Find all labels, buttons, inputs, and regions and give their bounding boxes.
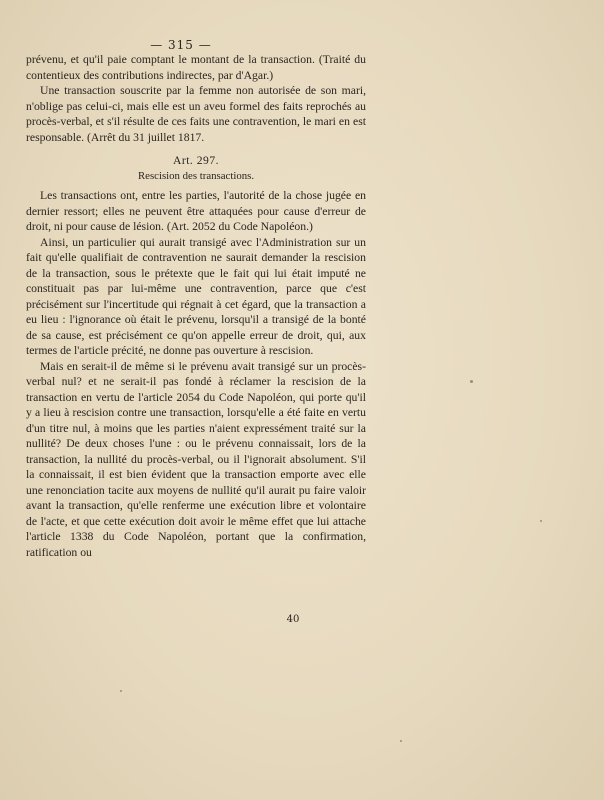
paper-speck bbox=[120, 690, 122, 692]
paragraph-2: Une transaction souscrite par la femme non autorisée de son mari, n'oblige pas celui-ci, mais elle est un aveu formel des faits reprochés au procès-verbal, et s'il résulte de ces faits une contravention, le mari en est responsable. (Arrêt du 31 juillet 1817. bbox=[26, 84, 366, 144]
article-heading: Art. 297. bbox=[172, 154, 220, 167]
paper-speck bbox=[470, 380, 473, 383]
paragraph-5: Mais en serait-il de même si le prévenu avait transigé sur un procès-verbal nul? et ne serait-il pas fondé à réclamer la rescision de la transaction en vertu de l'article 2054 du Code Napoléon, qui porte qu'il y a lieu à rescision contre une transaction, lorsqu'elle a été faite en vertu d'un titre nul, à moins que les parties n'aient expressément traité sur la nullité? De deux choses l'une : ou le prévenu connaissait, lors de la transaction, la nullité du procès-verbal, ou il l'ignorait absolument. S'il la connaissait, il est bien évident que la transaction emporte avec elle une renonciation tacite aux moyens de nullité qu'il aurait pu faire valoir avant la transaction, qu'elle renferme une exécution libre et volontaire de l'acte, et que cette exécution doit avoir le même effet que lui attache l'article 1338 du Code Napoléon, portant que la confirmation, ratification ou bbox=[26, 359, 366, 559]
page-number: — 315 — bbox=[150, 38, 212, 52]
paper-speck bbox=[540, 520, 542, 522]
paper-speck bbox=[400, 740, 402, 742]
body-text bbox=[26, 52, 366, 560]
paragraph-4: Ainsi, un particulier qui aurait transigé avec l'Administration sur un fait qu'elle qualifiait de contravention ne saurait demander la rescision de la transaction, sous le prétexte que le fait qui lui était imputé ne constituait pas par lui-même une contravention, parce que c'est précisément sur l'incertitude qui régnait à cet égard, que la transaction a eu lieu : l'ignorance où était le prévenu, lorsqu'il a transigé de la bonté de sa cause, est précisément ce qu'on appelle erreur de droit, qui, aux termes de l'article précité, ne donne pas ouverture à rescision. bbox=[26, 235, 366, 357]
article-subheading: Rescision des transactions. bbox=[137, 169, 255, 182]
paragraph-1: prévenu, et qu'il paie comptant le montant de la transaction. (Traité du contentieux des contributions indirectes, par d'Agar.) bbox=[26, 53, 366, 82]
signature-mark: 40 bbox=[286, 614, 300, 625]
paragraph-3: Les transactions ont, entre les parties, l'autorité de la chose jugée en dernier ressort; elles ne peuvent être attaquées pour cause d'erreur de droit, ni pour cause de lésion. (Art. 2052 du Code Napoléon.) bbox=[26, 189, 366, 233]
